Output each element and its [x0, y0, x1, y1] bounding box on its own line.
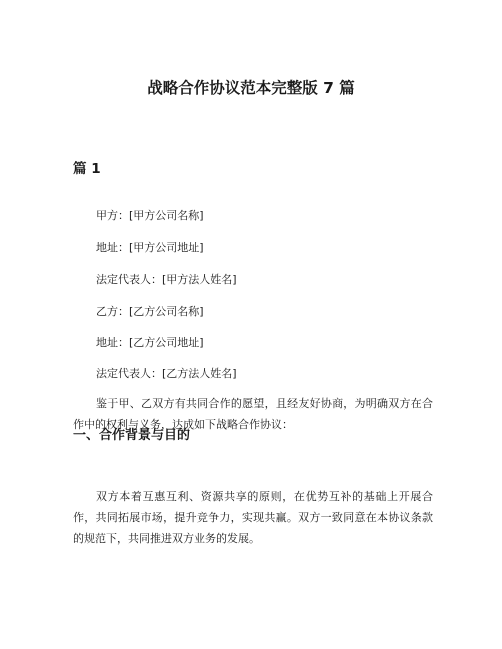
preamble-paragraph: 鉴于甲、乙双方有共同合作的愿望，且经友好协商，为明确双方在合作中的权利与义务，达成如下战略合作协议： — [73, 397, 433, 431]
party-b-address: 地址：[乙方公司地址] — [96, 336, 204, 349]
party-a-name: 甲方：[甲方公司名称] — [96, 209, 204, 222]
party-b-representative: 法定代表人：[乙方法人姓名] — [96, 367, 237, 380]
document-title: 战略合作协议范本完整版 7 篇 — [147, 79, 355, 97]
party-a-address: 地址：[甲方公司地址] — [96, 241, 204, 254]
section-1-heading: 一、合作背景与目的 — [73, 428, 191, 443]
section-1-body: 双方本着互惠互利、资源共享的原则，在优势互补的基础上开展合作，共同拓展市场，提升竞争力，实现共赢。双方一致同意在本协议条款的规范下，共同推进双方业务的发展。 — [73, 490, 433, 545]
party-a-representative: 法定代表人：[甲方法人姓名] — [96, 273, 237, 286]
party-b-name: 乙方：[乙方公司名称] — [96, 305, 204, 318]
chapter-heading: 篇 1 — [73, 161, 101, 177]
